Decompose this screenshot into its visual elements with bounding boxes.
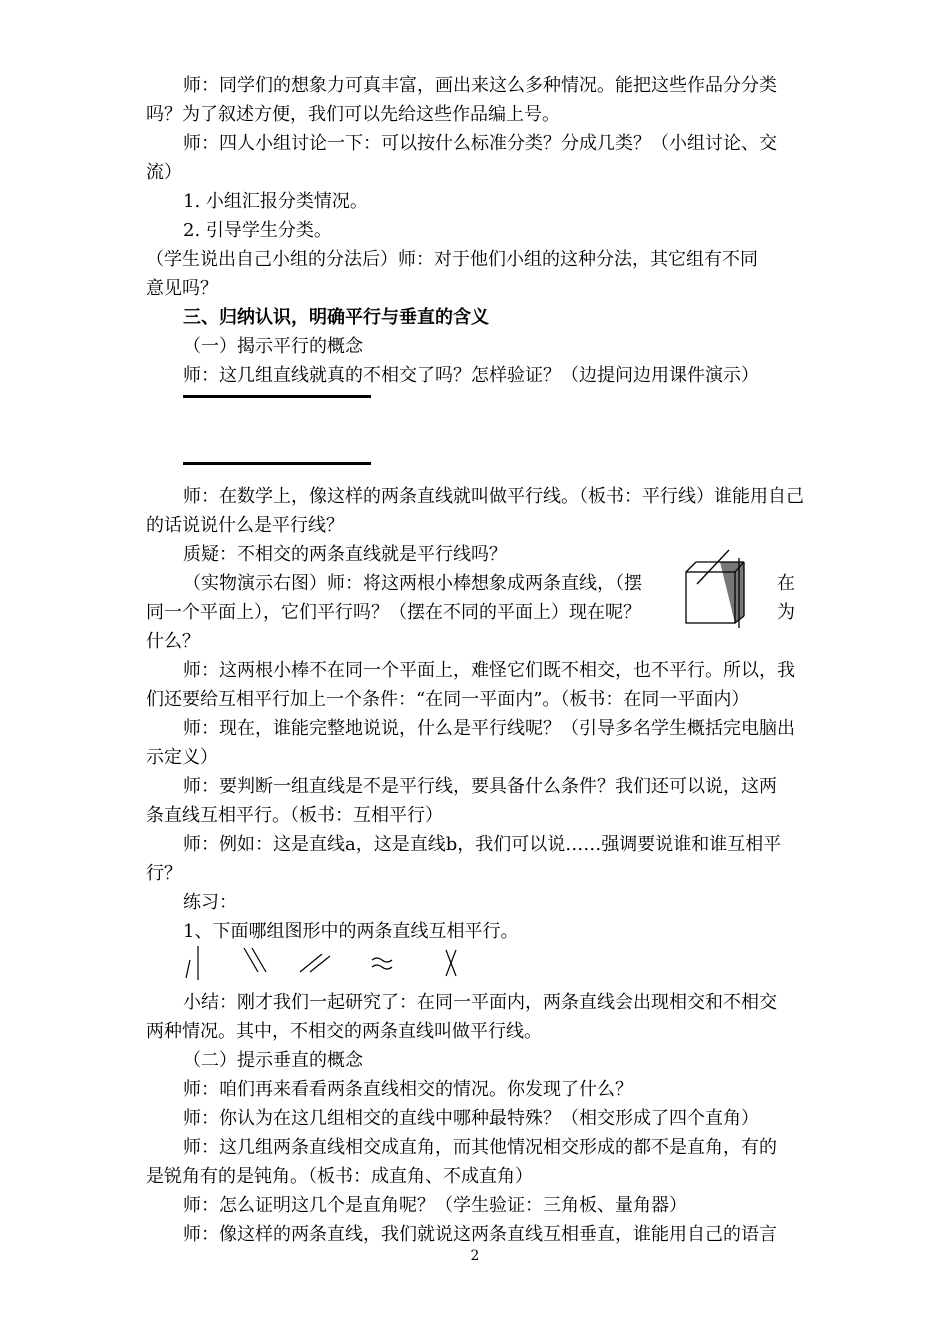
paragraph-line-tail: 在	[777, 573, 795, 594]
paragraph-line: 师：咱们再来看看两条直线相交的情况。你发现了什么？	[183, 1079, 633, 1100]
paragraph-line: （实物演示右图）师：将这两根小棒想象成两条直线，（摆	[183, 573, 642, 594]
paragraph-line: 师：在数学上，像这样的两条直线就叫做平行线。（板书：平行线）谁能用自己	[183, 486, 804, 507]
paragraph-line: 意见吗？	[146, 278, 218, 299]
paragraph-line-tail: 为	[777, 602, 795, 623]
paragraph-line: 师：怎么证明这几个是直角呢？（学生验证：三角板、量角器）	[183, 1195, 687, 1216]
paragraph-line: 的话说说什么是平行线？	[146, 515, 344, 536]
paragraph-line: 师：现在，谁能完整地说说，什么是平行线呢？（引导多名学生概括完电脑出	[183, 718, 795, 739]
paragraph-line: 什么？	[146, 631, 200, 652]
line-pairs-figure	[178, 938, 468, 984]
exercise-item: 1、下面哪组图形中的两条直线互相平行。	[183, 921, 519, 942]
cube-with-sticks-figure	[680, 548, 760, 628]
subsection-heading: （二）提示垂直的概念	[183, 1050, 363, 1071]
paragraph-line: 师：例如：这是直线a，这是直线b，我们可以说……强调要说谁和谁互相平	[183, 834, 782, 855]
paragraph-line: 行？	[146, 863, 182, 884]
paragraph-line: （学生说出自己小组的分法后）师：对于他们小组的这种分法，其它组有不同	[146, 249, 758, 270]
practice-label: 练习：	[183, 892, 237, 913]
paragraph-line: 们还要给互相平行加上一个条件：“在同一平面内”。（板书：在同一平面内）	[146, 689, 750, 710]
parallel-line-top	[183, 395, 371, 398]
paragraph-line: 两种情况。其中，不相交的两条直线叫做平行线。	[146, 1021, 542, 1042]
paragraph-line: 师：这几组两条直线相交成直角，而其他情况相交形成的都不是直角，有的	[183, 1137, 777, 1158]
paragraph-line: 同一个平面上），它们平行吗？（摆在不同的平面上）现在呢？	[146, 602, 641, 623]
list-item: 2. 引导学生分类。	[183, 220, 332, 241]
page-number: 2	[470, 1248, 480, 1264]
paragraph-line: 师：四人小组讨论一下：可以按什么标准分类？分成几类？（小组讨论、交	[183, 133, 777, 154]
paragraph-line: 师：同学们的想象力可真丰富，画出来这么多种情况。能把这些作品分分类	[183, 75, 777, 96]
paragraph-line: 质疑：不相交的两条直线就是平行线吗？	[183, 544, 507, 565]
paragraph-line: 小结：刚才我们一起研究了：在同一平面内，两条直线会出现相交和不相交	[183, 992, 777, 1013]
paragraph-line: 师：这几组直线就真的不相交了吗？怎样验证？（边提问边用课件演示）	[183, 365, 759, 386]
section-heading: 三、归纳认识，明确平行与垂直的含义	[183, 307, 489, 328]
subsection-heading: （一）揭示平行的概念	[183, 336, 363, 357]
paragraph-line: 师：像这样的两条直线，我们就说这两条直线互相垂直，谁能用自己的语言	[183, 1224, 777, 1245]
paragraph-line: 师：你认为在这几组相交的直线中哪种最特殊？（相交形成了四个直角）	[183, 1108, 759, 1129]
paragraph-line: 流）	[146, 162, 182, 183]
paragraph-line: 师：要判断一组直线是不是平行线，要具备什么条件？我们还可以说，这两	[183, 776, 777, 797]
list-item: 1. 小组汇报分类情况。	[183, 191, 368, 212]
parallel-line-bottom	[183, 462, 371, 465]
paragraph-line: 条直线互相平行。（板书：互相平行）	[146, 805, 443, 826]
paragraph-line: 是锐角有的是钝角。（板书：成直角、不成直角）	[146, 1166, 533, 1187]
paragraph-line: 师：这两根小棒不在同一个平面上，难怪它们既不相交，也不平行。所以，我	[183, 660, 795, 681]
paragraph-line: 吗？为了叙述方便，我们可以先给这些作品编上号。	[146, 104, 560, 125]
paragraph-line: 示定义）	[146, 747, 218, 768]
